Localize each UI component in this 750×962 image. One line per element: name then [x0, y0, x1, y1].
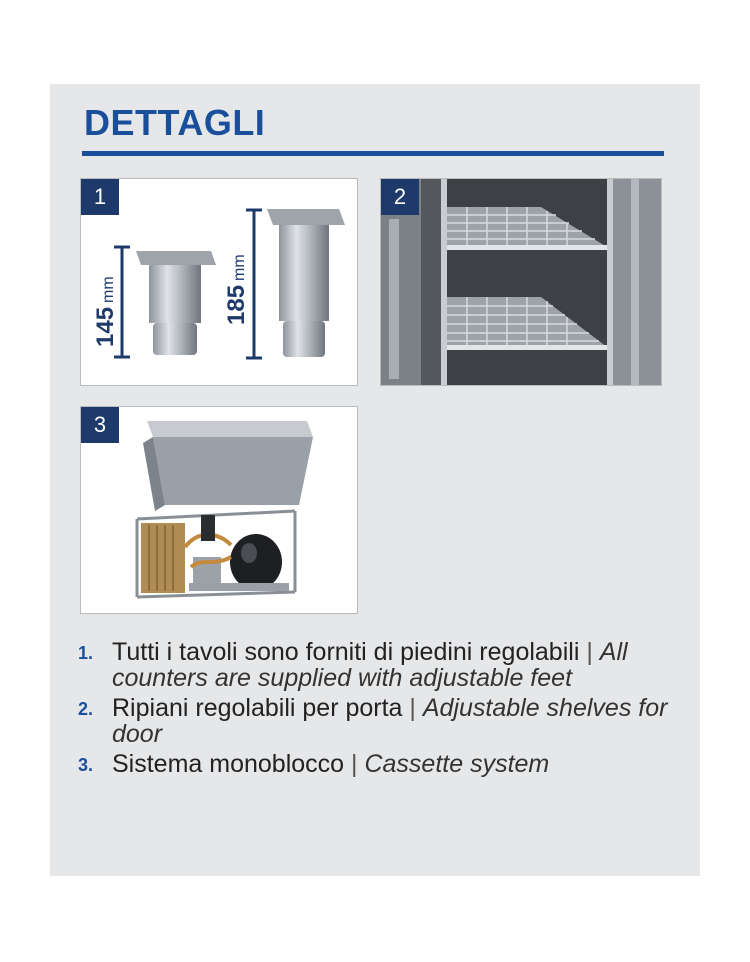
foot-body-small [149, 265, 201, 323]
list-text: Sistema monoblocco | Cassette system [112, 750, 550, 778]
cassette-lid [147, 421, 313, 437]
list-item [78, 751, 678, 777]
dimension-label-small: 145mm [92, 276, 119, 347]
image-badge-2: 2 [381, 179, 419, 215]
condenser [141, 523, 185, 593]
foot-body-large [279, 225, 329, 321]
shelves-photo [381, 179, 662, 386]
image-badge-3: 3 [81, 407, 119, 443]
image-shelves [380, 178, 662, 386]
page-title: DETTAGLI [84, 102, 266, 143]
details-list [78, 639, 678, 781]
image-feet [80, 178, 358, 386]
list-item [78, 639, 678, 691]
list-number: 3. [78, 755, 94, 775]
image-badge-1: 1 [81, 179, 119, 215]
cassette-system-photo [81, 407, 358, 614]
list-text: Tutti i tavoli sono forniti di piedini regolabili | All counters are supplied with adjustable feet [112, 638, 628, 692]
foot-base-small [153, 323, 197, 355]
compressor [230, 534, 282, 590]
list-text: Ripiani regolabili per porta | Adjustable shelves for door [112, 694, 668, 748]
dimension-label-large: 185mm [223, 254, 250, 325]
foot-plate-small [136, 251, 216, 265]
foot-base-large [283, 321, 325, 357]
title-underline [82, 151, 664, 156]
cassette-evaporator [153, 437, 313, 505]
list-number: 2. [78, 699, 94, 719]
list-item [78, 695, 678, 747]
details-panel [50, 84, 700, 876]
adjustable-feet-photo [81, 179, 358, 386]
foot-plate-large [267, 209, 345, 225]
list-number: 1. [78, 643, 94, 663]
image-cassette [80, 406, 358, 614]
